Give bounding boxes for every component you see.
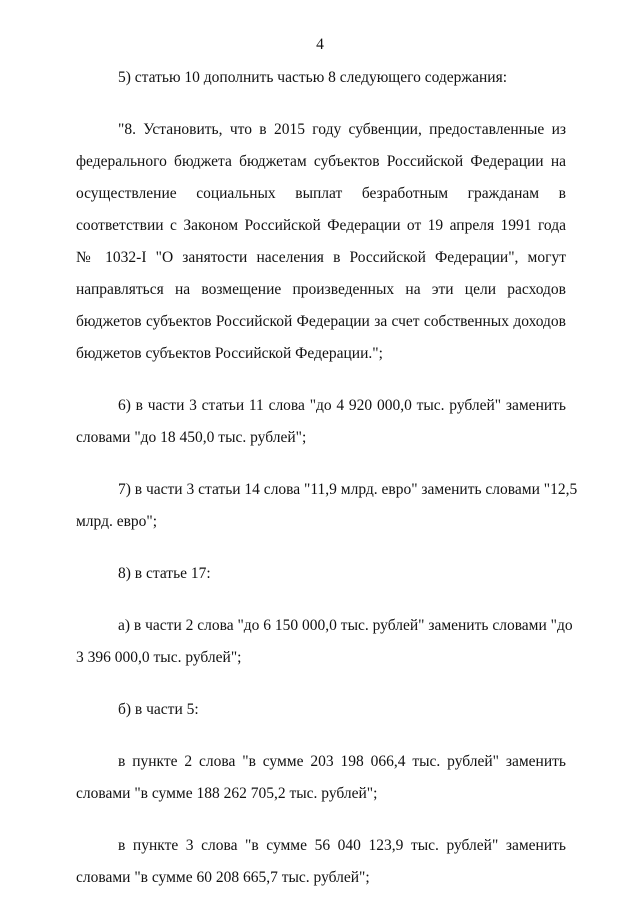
text-line: б) в части 5: [118, 701, 199, 718]
paragraph-item-6 [76, 390, 566, 454]
text-line: 8) в статье 17: [118, 565, 211, 582]
text-line: "8. Установить, что в 2015 году субвенции, предоставленные из [118, 121, 566, 138]
text-line: а) в части 2 слова "до 6 150 000,0 тыс. рублей" заменить словами "до [118, 617, 573, 634]
page-number: 4 [316, 36, 324, 53]
text-line: словами "до 18 450,0 тыс. рублей"; [76, 429, 307, 446]
paragraph-subitem-a [76, 610, 573, 674]
text-line: осуществление социальных выплат безработным гражданам в [76, 185, 566, 202]
text-line: бюджетов субъектов Российской Федерации за счет собственных доходов [76, 313, 566, 330]
text-line: № 1032-I "О занятости населения в Российской Федерации", могут [76, 249, 566, 266]
text-line: в пункте 2 слова "в сумме 203 198 066,4 тыс. рублей" заменить [118, 753, 566, 770]
paragraph-item-5 [76, 62, 566, 94]
text-line: словами "в сумме 188 262 705,2 тыс. рублей"; [76, 785, 378, 802]
paragraph-quoted-part-8 [76, 114, 566, 370]
document-body [76, 62, 578, 914]
paragraph-point-3 [76, 830, 566, 894]
text-line: федерального бюджета бюджетам субъектов Российской Федерации на [76, 153, 566, 170]
text-line: млрд. евро"; [76, 513, 158, 530]
paragraph-point-2 [76, 746, 566, 810]
text-line: направляться на возмещение произведенных на эти цели расходов [76, 281, 566, 298]
text-line: бюджетов субъектов Российской Федерации."; [76, 345, 383, 362]
paragraph-item-8 [76, 558, 566, 590]
text-line: 6) в части 3 статьи 11 слова "до 4 920 000,0 тыс. рублей" заменить [118, 397, 566, 414]
text-line: соответствии с Законом Российской Федерации от 19 апреля 1991 года [76, 217, 566, 234]
text-line: 7) в части 3 статьи 14 слова "11,9 млрд. евро" заменить словами "12,5 [118, 481, 578, 498]
text-line: словами "в сумме 60 208 665,7 тыс. рублей"; [76, 869, 370, 886]
text-line: в пункте 3 слова "в сумме 56 040 123,9 тыс. рублей" заменить [118, 837, 566, 854]
paragraph-item-7 [76, 474, 578, 538]
text-line: 5) статью 10 дополнить частью 8 следующего содержания: [118, 69, 508, 86]
text-line: 3 396 000,0 тыс. рублей"; [76, 649, 242, 666]
paragraph-subitem-b [76, 694, 566, 726]
